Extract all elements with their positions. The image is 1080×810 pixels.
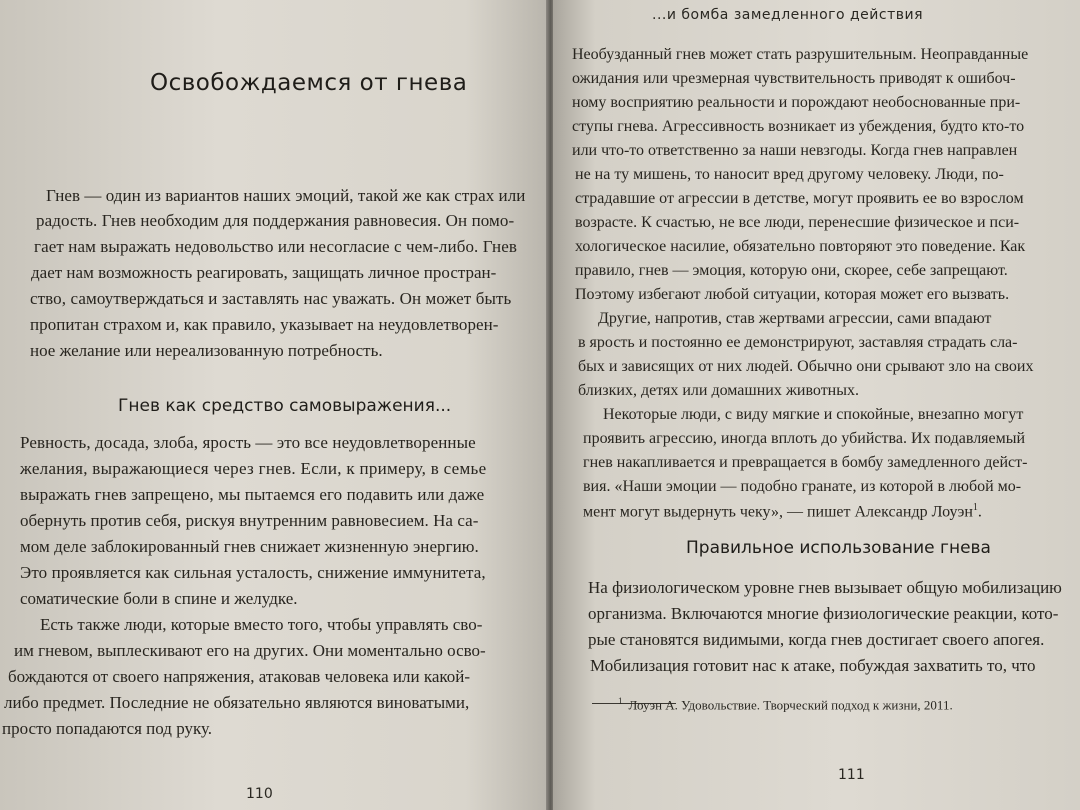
paragraph-line: пропитан страхом и, как правило, указывает на неудовлетворен- [30, 315, 499, 334]
paragraph-line: гает нам выражать недовольство или несогласие с чем-либо. Гнев [34, 237, 518, 256]
section-subheading: Гнев как средство самовыражения... [118, 396, 452, 416]
chapter-title: Освобождаемся от гнева [150, 70, 468, 96]
paragraph-line: им гневом, выплескивают его на других. Они моментально осво- [14, 641, 486, 660]
page-number: 110 [246, 786, 273, 802]
paragraph-line: мент могут выдернуть чеку», — пишет Александр Лоуэн [583, 503, 973, 521]
paragraph-line: желания, выражающиеся через гнев. Если, к примеру, в семье [20, 459, 487, 478]
running-head: ...и бомба замедленного действия [652, 7, 924, 23]
paragraph-line: Ревность, досада, злоба, ярость — это все неудовлетворенные [20, 433, 476, 452]
paragraph-line: дает нам возможность реагировать, защищать личное простран- [31, 263, 497, 282]
paragraph-line: хологическое насилие, обязательно повторяют это поведение. Как [575, 238, 1026, 255]
period: . [977, 503, 982, 521]
paragraph-line: или что-то ответственно за наши невзгоды. Когда гнев направлен [572, 142, 1018, 159]
paragraph-line: в ярость и постоянно ее демонстрируют, заставляя страдать сла- [578, 334, 1018, 351]
paragraph-line: ство, самоутверждаться и заставлять нас уважать. Он может быть [30, 289, 512, 308]
paragraph-line: выражать гнев запрещено, мы пытаемся его подавить или даже [20, 485, 485, 504]
footnote-reference: 1 [972, 502, 978, 513]
paragraph-line: организма. Включаются многие физиологические реакции, кото- [588, 604, 1059, 623]
paragraph-line: Поэтому избегают любой ситуации, которая может его вызвать. [575, 286, 1010, 303]
paragraph-line: бых и зависящих от них людей. Обычно они срывают зло на своих [578, 358, 1034, 375]
paragraph-line: Необузданный гнев может стать разрушительным. Неоправданные [572, 46, 1029, 63]
paragraph-line: ному восприятию реальности и порождают необоснованные при- [572, 94, 1021, 111]
paragraph-line: Гнев — один из вариантов наших эмоций, такой же как страх или [46, 186, 526, 205]
paragraph-line: просто попадаются под руку. [2, 719, 213, 738]
paragraph-line: проявить агрессию, иногда вплоть до убийства. Их подавляемый [583, 430, 1026, 447]
paragraph-line: страдавшие от агрессии в детстве, могут проявить ее во взрослом [575, 190, 1024, 207]
paragraph-line: близких, детях или домашних животных. [578, 382, 859, 399]
paragraph-line: рые становятся видимыми, когда гнев достигает своего апогея. [588, 630, 1045, 649]
paragraph-line: ное желание или нереализованную потребность. [30, 341, 383, 360]
paragraph-line-with-note [583, 502, 982, 521]
paragraph-line: Некоторые люди, с виду мягкие и спокойные, внезапно могут [603, 406, 1024, 423]
paragraph-line: обернуть против себя, рискуя внутренним равновесием. На са- [20, 511, 479, 530]
paragraph-line: радость. Гнев необходим для поддержания равновесия. Он помо- [36, 211, 515, 230]
paragraph-line: либо предмет. Последние не обязательно являются виноватыми, [4, 693, 470, 712]
paragraph-line: ожидания или чрезмерная чувствительность приводят к ошибоч- [572, 70, 1016, 87]
paragraph-line: Есть также люди, которые вместо того, чтобы управлять сво- [40, 615, 483, 634]
paragraph-line: не на ту мишень, то наносит вред другому человеку. Люди, по- [575, 166, 1004, 183]
paragraph-line: правило, гнев — эмоция, которую они, скорее, себе запрещают. [575, 262, 1008, 279]
footnote [618, 696, 953, 713]
paragraph-line: вия. «Наши эмоции — подобно гранате, из которой в любой мо- [583, 478, 1022, 495]
paragraph-line: возрасте. К счастью, не все люди, перенесшие физическое и пси- [575, 214, 1020, 231]
section-subheading: Правильное использование гнева [686, 538, 991, 558]
paragraph-line: Это проявляется как сильная усталость, снижение иммунитета, [20, 563, 486, 582]
paragraph-line: На физиологическом уровне гнев вызывает общую мобилизацию [588, 578, 1062, 597]
paragraph-line: мом деле заблокированный гнев снижает жизненную энергию. [20, 537, 479, 556]
paragraph-line: Мобилизация готовит нас к атаке, побуждая захватить то, что [590, 656, 1036, 675]
paragraph-line: ступы гнева. Агрессивность возникает из убеждения, будто кто-то [572, 118, 1025, 135]
paragraph-line: гнев накапливается и превращается в бомбу замедленного дейст- [583, 454, 1028, 471]
paragraph-line: бождаются от своего напряжения, атаковав человека или какой- [8, 667, 471, 686]
footnote-number: 1 [618, 696, 623, 706]
paragraph-line: Другие, напротив, став жертвами агрессии, сами впадают [598, 310, 992, 327]
footnote-text: Лоуэн А. Удовольствие. Творческий подход к жизни, 2011. [628, 697, 953, 713]
page-number: 111 [838, 767, 865, 783]
paragraph-line: соматические боли в спине и желудке. [20, 589, 298, 608]
